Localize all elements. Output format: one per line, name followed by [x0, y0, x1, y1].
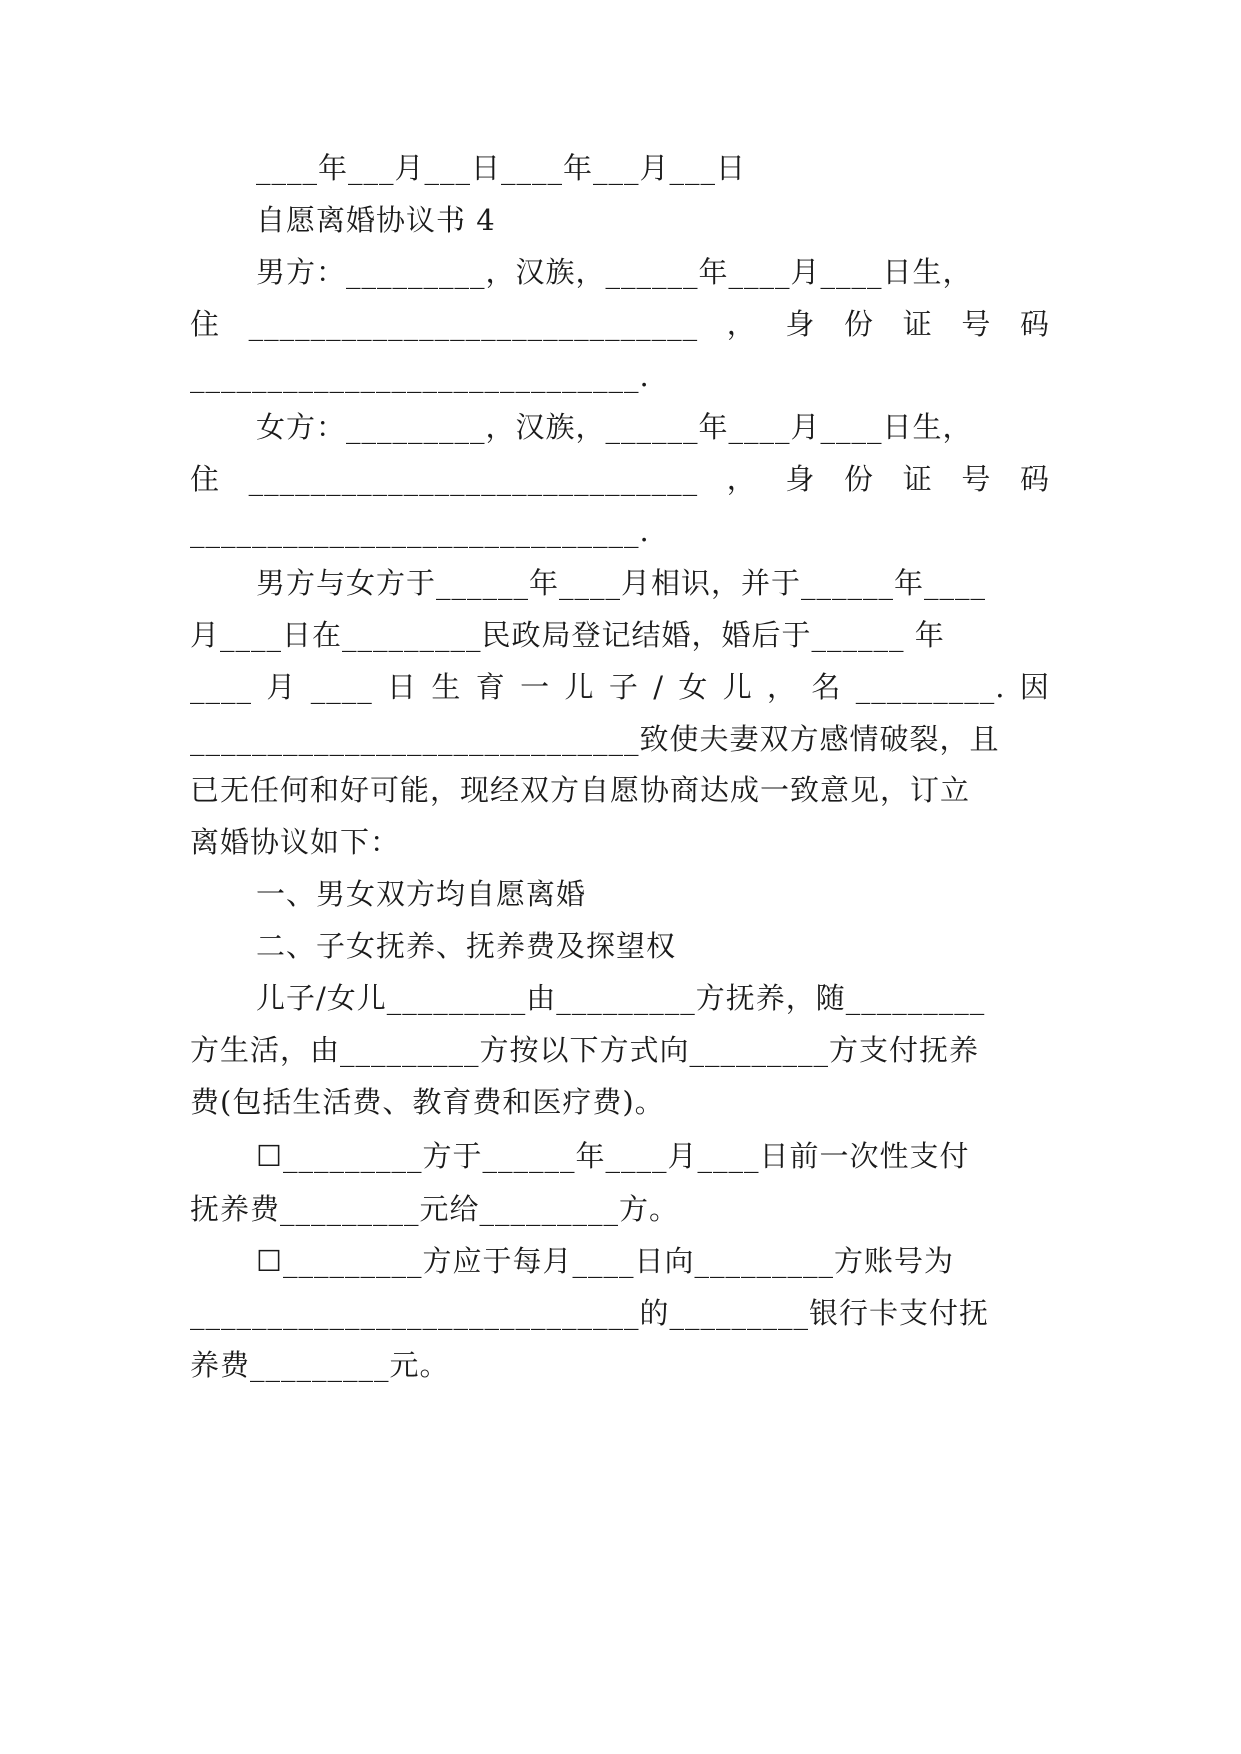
- date-line: ____年___月___日____年___月___日: [256, 151, 747, 185]
- checkbox-option-line: ☐_________方应于每月____日向_________方账号为: [256, 1244, 954, 1278]
- paragraph-line: 养费_________元。: [190, 1348, 450, 1382]
- wife-address-line: 住 _____________________________ ， 身 份 证 号 码: [190, 462, 1050, 496]
- paragraph-line: ____ 月 ____ 日 生 育 一 儿 子 / 女 儿 ， 名 _________. 因: [190, 670, 1050, 704]
- checkbox-option-line: ☐_________方于______年____月____日前一次性支付: [256, 1139, 970, 1173]
- wife-info-line: 女方：_________，汉族，______年____月____日生，: [256, 410, 973, 444]
- wife-id-line: _____________________________.: [190, 514, 650, 548]
- husband-address-line: 住 _____________________________ ， 身 份 证 号 码: [190, 307, 1050, 341]
- husband-id-line: _____________________________.: [190, 359, 650, 393]
- paragraph-line: 男方与女方于______年____月相识，并于______年____: [256, 566, 987, 600]
- paragraph-line: _____________________________的_________银行卡支付抚: [190, 1296, 990, 1330]
- section-heading: 一、男女双方均自愿离婚: [256, 877, 587, 911]
- document-title: 自愿离婚协议书 4: [256, 203, 496, 237]
- paragraph-line: 已无任何和好可能，现经双方自愿协商达成一致意见，订立: [190, 773, 971, 807]
- husband-info-line: 男方：_________，汉族，______年____月____日生，: [256, 255, 973, 289]
- paragraph-line: 月____日在_________民政局登记结婚，婚后于______ 年: [190, 618, 945, 652]
- paragraph-line: 抚养费_________元给_________方。: [190, 1192, 680, 1226]
- paragraph-line: 离婚协议如下：: [190, 825, 401, 859]
- paragraph-line: 儿子/女儿_________由_________方抚养，随_________: [256, 981, 986, 1015]
- paragraph-line: 方生活，由_________方按以下方式向_________方支付抚养: [190, 1033, 980, 1067]
- section-heading: 二、子女抚养、抚养费及探望权: [256, 929, 677, 963]
- paragraph-line: 费(包括生活费、教育费和医疗费)。: [190, 1085, 665, 1119]
- paragraph-line: _____________________________致使夫妻双方感情破裂，且: [190, 722, 1000, 756]
